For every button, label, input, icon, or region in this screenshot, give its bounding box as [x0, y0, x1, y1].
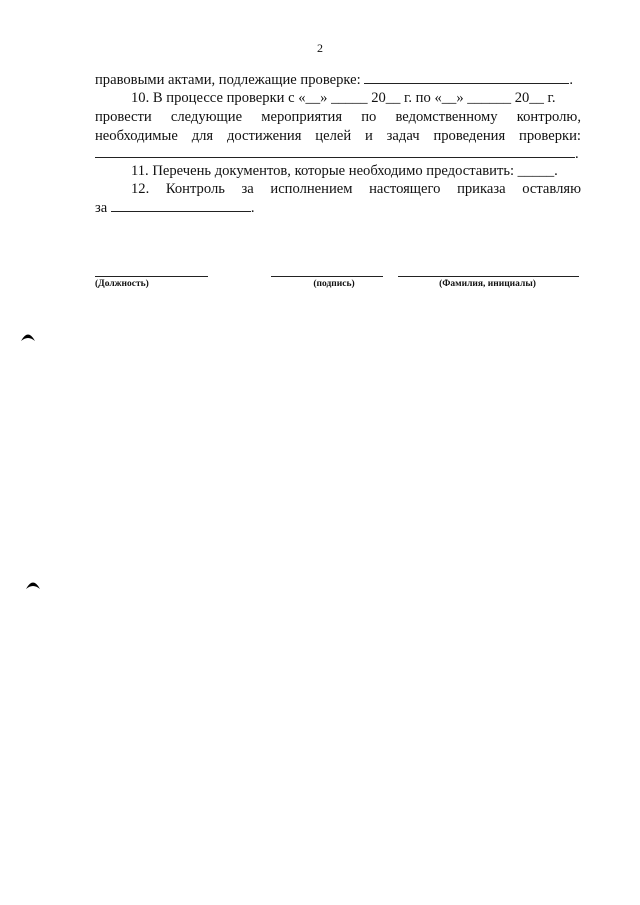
measures-period: . [575, 146, 579, 162]
word: за [241, 181, 254, 197]
word: целей [315, 128, 352, 144]
paragraph-10-line-1 [95, 89, 581, 108]
word: 12. [131, 181, 150, 197]
signature-caption: (подпись) [313, 279, 355, 289]
word: настоящего [369, 181, 441, 197]
word: задач [386, 128, 420, 144]
name-signature-line [398, 276, 579, 277]
acts-line-period: . [569, 72, 573, 88]
word: провести [95, 109, 152, 125]
position-signature-line [95, 276, 208, 277]
page-number: 2 [317, 41, 323, 55]
paragraph-10-dates: 10. В процессе проверки с «__» _____ 20__ г. по «__» ______ 20__ г. [131, 90, 556, 106]
hole-punch-mark-top [20, 330, 36, 342]
word: исполнением [270, 181, 353, 197]
paragraph-10-line-2 [95, 108, 581, 127]
word: мероприятия [261, 109, 343, 125]
word: проведения [433, 128, 506, 144]
signature-line [271, 276, 383, 277]
acts-line [95, 70, 581, 90]
paragraph-12-za: за [95, 200, 108, 216]
paragraph-12-line-2 [95, 198, 581, 218]
paragraph-11 [95, 162, 581, 181]
word: для [191, 128, 214, 144]
word: достижения [226, 128, 302, 144]
paragraph-12-line-1 [95, 180, 581, 199]
acts-line-text: правовыми актами, подлежащие проверке: [95, 72, 361, 88]
name-caption: (Фамилия, инициалы) [439, 279, 536, 289]
word: необходимые [95, 128, 178, 144]
control-blank [111, 198, 251, 212]
hole-punch-mark-bottom [25, 578, 41, 590]
position-caption: (Должность) [95, 279, 149, 289]
acts-blank [364, 70, 569, 84]
word: приказа [457, 181, 506, 197]
word: проверки: [519, 128, 581, 144]
paragraph-10-line-4 [95, 144, 581, 164]
control-period: . [250, 200, 255, 216]
measures-blank [95, 144, 575, 158]
word: ведомственному [395, 109, 498, 125]
word: следующие [170, 109, 243, 125]
word: по [361, 109, 377, 125]
word: оставляю [522, 181, 581, 197]
word: и [365, 128, 373, 144]
paragraph-11-text: 11. Перечень документов, которые необходимо предоставить: _____. [131, 163, 558, 179]
word: контролю, [516, 109, 581, 125]
word: Контроль [165, 181, 225, 197]
